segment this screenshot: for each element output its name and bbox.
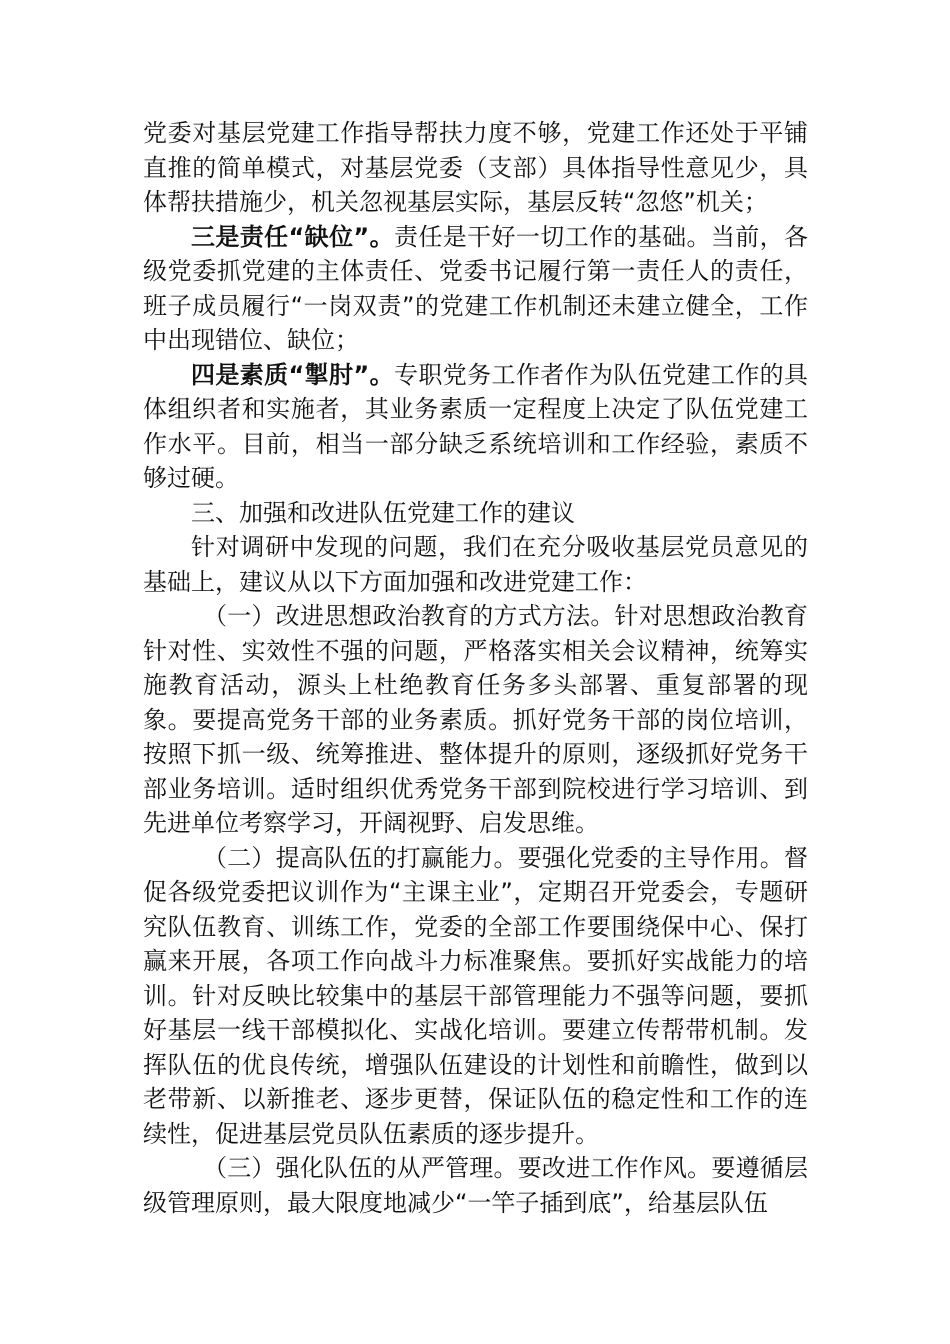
paragraph-5 bbox=[143, 530, 808, 599]
paragraph-3-text: 专职党务工作者作为队伍党建工作的具体组织者和实施者，其业务素质一定程度上决定了队伍党建工作水平。目前，相当一部分缺乏系统培训和工作经验，素质不够过硬。 bbox=[143, 360, 809, 492]
section-heading-text: 三、加强和改进队伍党建工作的建议 bbox=[191, 498, 575, 527]
paragraph-8-text: （三）强化队伍的从严管理。要改进工作作风。要遵循层级管理原则，最大限度地减少“一竿子插到底”，给基层队伍 bbox=[143, 1154, 808, 1217]
paragraph-3 bbox=[143, 358, 808, 496]
paragraph-7-text: （二）提高队伍的打赢能力。要强化党委的主导作用。督促各级党委把议训作为“主课主业”，定期召开党委会，专题研究队伍教育、训练工作，党委的全部工作要围绕保中心、保打赢来开展，各项工作向战斗力标准聚焦。要抓好实战能力的培训。针对反映比较集中的基层干部管理能力不强等问题，要抓好基层一线干部模拟化、实战化培训。要建立传帮带机制。发挥队伍的优良传统，增强队伍建设的计划性和前瞻性，做到以老带新、以新推老、逐步更替，保证队伍的稳定性和工作的连续性，促进基层党员队伍素质的逐步提升。 bbox=[143, 843, 808, 1148]
document-page bbox=[143, 116, 808, 1220]
paragraph-6-text: （一）改进思想政治教育的方式方法。针对思想政治教育针对性、实效性不强的问题，严格落实相关会议精神，统筹实施教育活动，源头上杜绝教育任务多头部署、重复部署的现象。要提高党务干部的业务素质。抓好党务干部的岗位培训，按照下抓一级、统筹推进、整体提升的原则，逐级抓好党务干部业务培训。适时组织优秀党务干部到院校进行学习培训、到先进单位考察学习，开阔视野、启发思维。 bbox=[143, 602, 808, 837]
paragraph-2-lead: 三是责任“缺位”。 bbox=[191, 222, 394, 251]
paragraph-2-text: 责任是干好一切工作的基础。当前，各级党委抓党建的主体责任、党委书记履行第一责任人的责任，班子成员履行“一岗双责”的党建工作机制还未建立健全，工作中出现错位、缺位； bbox=[143, 222, 809, 354]
paragraph-5-text: 针对调研中发现的问题，我们在充分吸收基层党员意见的基础上，建议从以下方面加强和改进党建工作： bbox=[143, 533, 808, 596]
paragraph-1 bbox=[143, 116, 808, 220]
section-heading bbox=[143, 496, 808, 531]
paragraph-2 bbox=[143, 220, 808, 358]
paragraph-7 bbox=[143, 841, 808, 1152]
paragraph-8 bbox=[143, 1151, 808, 1220]
paragraph-1-text: 党委对基层党建工作指导帮扶力度不够，党建工作还处于平铺直推的简单模式，对基层党委（支部）具体指导性意见少，具体帮扶措施少，机关忽视基层实际，基层反转“忽悠”机关； bbox=[143, 119, 808, 216]
paragraph-6 bbox=[143, 599, 808, 841]
paragraph-3-lead: 四是素质“掣肘”。 bbox=[191, 360, 394, 389]
